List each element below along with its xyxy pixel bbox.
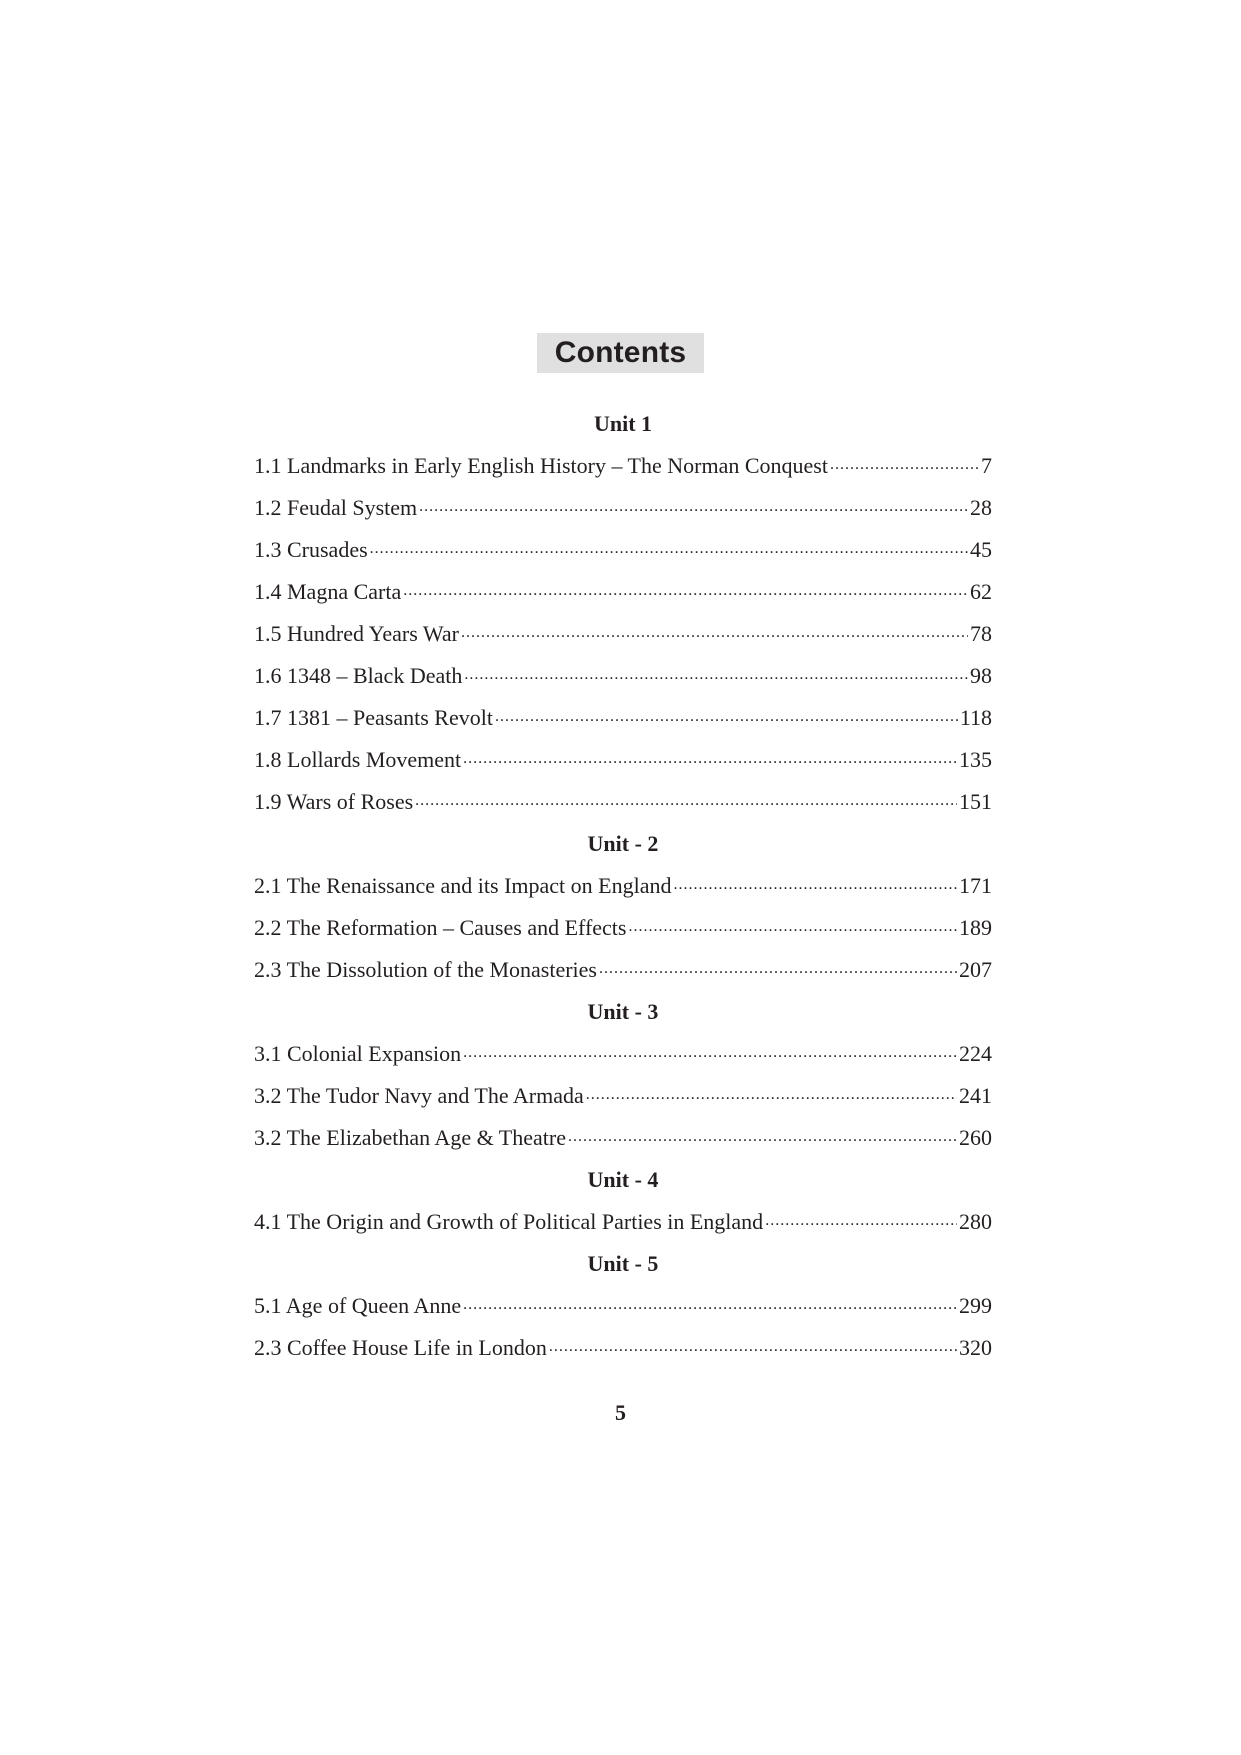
toc-entry[interactable] bbox=[254, 739, 992, 781]
dot-leader bbox=[599, 955, 957, 977]
unit-heading-2: Unit - 2 bbox=[587, 831, 659, 856]
toc-entry-label: 5.1 Age of Queen Anne bbox=[254, 1293, 462, 1318]
toc-entry-label: 1.8 Lollards Movement bbox=[254, 747, 462, 772]
dot-leader bbox=[765, 1207, 957, 1229]
toc-entry-label: 2.2 The Reformation – Causes and Effects bbox=[254, 915, 627, 940]
dot-leader bbox=[586, 1081, 957, 1103]
toc-entry-label: 1.5 Hundred Years War bbox=[254, 621, 459, 646]
toc-entry-page: 280 bbox=[959, 1209, 992, 1234]
toc-entry-page: 78 bbox=[970, 621, 992, 646]
toc-entry-label: 1.4 Magna Carta bbox=[254, 579, 402, 604]
toc-entry[interactable] bbox=[254, 865, 992, 907]
toc-entry[interactable] bbox=[254, 487, 992, 529]
toc-entry-page: 241 bbox=[959, 1083, 992, 1108]
dot-leader bbox=[549, 1333, 957, 1355]
toc-entry-label: 1.1 Landmarks in Early English History – The Norman Conquest bbox=[254, 453, 828, 478]
dot-leader bbox=[629, 913, 958, 935]
dot-leader bbox=[463, 1039, 957, 1061]
dot-leader bbox=[568, 1123, 957, 1145]
toc-entry[interactable] bbox=[254, 1075, 992, 1117]
toc-entry-page: 189 bbox=[959, 915, 992, 940]
title-container bbox=[0, 333, 1241, 373]
dot-leader bbox=[673, 871, 957, 893]
page-title: Contents bbox=[537, 333, 705, 373]
toc-entry-page: 299 bbox=[959, 1293, 992, 1318]
toc-entry-page: 151 bbox=[959, 789, 992, 814]
unit-heading-5: Unit - 5 bbox=[587, 1251, 659, 1276]
toc-entry[interactable] bbox=[254, 1327, 992, 1369]
toc-entry-page: 320 bbox=[959, 1335, 992, 1360]
toc-entry-label: 2.3 Coffee House Life in London bbox=[254, 1335, 547, 1360]
dot-leader bbox=[461, 619, 968, 641]
toc-entry[interactable] bbox=[254, 907, 992, 949]
toc-entry[interactable] bbox=[254, 697, 992, 739]
toc-entry-page: 62 bbox=[970, 579, 992, 604]
unit-heading-4: Unit - 4 bbox=[587, 1167, 659, 1192]
toc-entry-label: 3.2 The Tudor Navy and The Armada bbox=[254, 1083, 584, 1108]
toc-entry[interactable] bbox=[254, 655, 992, 697]
toc-entry-page: 118 bbox=[959, 705, 992, 730]
toc-entry[interactable] bbox=[254, 571, 992, 613]
dot-leader bbox=[463, 1291, 957, 1313]
dot-leader bbox=[463, 745, 957, 767]
toc-entry[interactable] bbox=[254, 445, 992, 487]
toc-entry[interactable] bbox=[254, 1201, 992, 1243]
toc-entry-page: 260 bbox=[959, 1125, 992, 1150]
unit-heading-1: Unit 1 bbox=[593, 411, 653, 436]
toc-entry[interactable] bbox=[254, 529, 992, 571]
toc-entry[interactable] bbox=[254, 1285, 992, 1327]
toc-entry-page: 98 bbox=[970, 663, 992, 688]
toc-entry-page: 171 bbox=[959, 873, 992, 898]
toc-entry-page: 28 bbox=[970, 495, 992, 520]
toc-entry-label: 1.7 1381 – Peasants Revolt bbox=[254, 705, 493, 730]
toc-entry-label: 1.3 Crusades bbox=[254, 537, 368, 562]
toc-entry[interactable] bbox=[254, 1117, 992, 1159]
toc-entry-label: 1.6 1348 – Black Death bbox=[254, 663, 463, 688]
dot-leader bbox=[419, 493, 968, 515]
dot-leader bbox=[830, 451, 979, 473]
dot-leader bbox=[495, 703, 958, 725]
toc-entry-label: 3.2 The Elizabethan Age & Theatre bbox=[254, 1125, 566, 1150]
toc-entry-page: 224 bbox=[959, 1041, 992, 1066]
dot-leader bbox=[370, 535, 968, 557]
toc-entry-page: 7 bbox=[981, 453, 992, 478]
toc-entry-label: 3.1 Colonial Expansion bbox=[254, 1041, 462, 1066]
toc-entry[interactable] bbox=[254, 949, 992, 991]
toc-entry-page: 45 bbox=[970, 537, 992, 562]
toc-entry-page: 135 bbox=[959, 747, 992, 772]
toc-entry-label: 2.1 The Renaissance and its Impact on England bbox=[254, 873, 672, 898]
toc-entry[interactable] bbox=[254, 1033, 992, 1075]
toc-entry[interactable] bbox=[254, 613, 992, 655]
dot-leader bbox=[415, 787, 957, 809]
page-number: 5 bbox=[615, 1400, 626, 1425]
unit-heading-3: Unit - 3 bbox=[587, 999, 659, 1024]
toc-entry-page: 207 bbox=[959, 957, 992, 982]
toc-entry[interactable] bbox=[254, 781, 992, 823]
toc-entry-label: 1.9 Wars of Roses bbox=[254, 789, 414, 814]
dot-leader bbox=[464, 661, 968, 683]
toc-entry-label: 4.1 The Origin and Growth of Political Parties in England bbox=[254, 1209, 764, 1234]
toc-entry-label: 2.3 The Dissolution of the Monasteries bbox=[254, 957, 597, 982]
dot-leader bbox=[403, 577, 968, 599]
table-of-contents bbox=[254, 403, 992, 1369]
toc-entry-label: 1.2 Feudal System bbox=[254, 495, 418, 520]
